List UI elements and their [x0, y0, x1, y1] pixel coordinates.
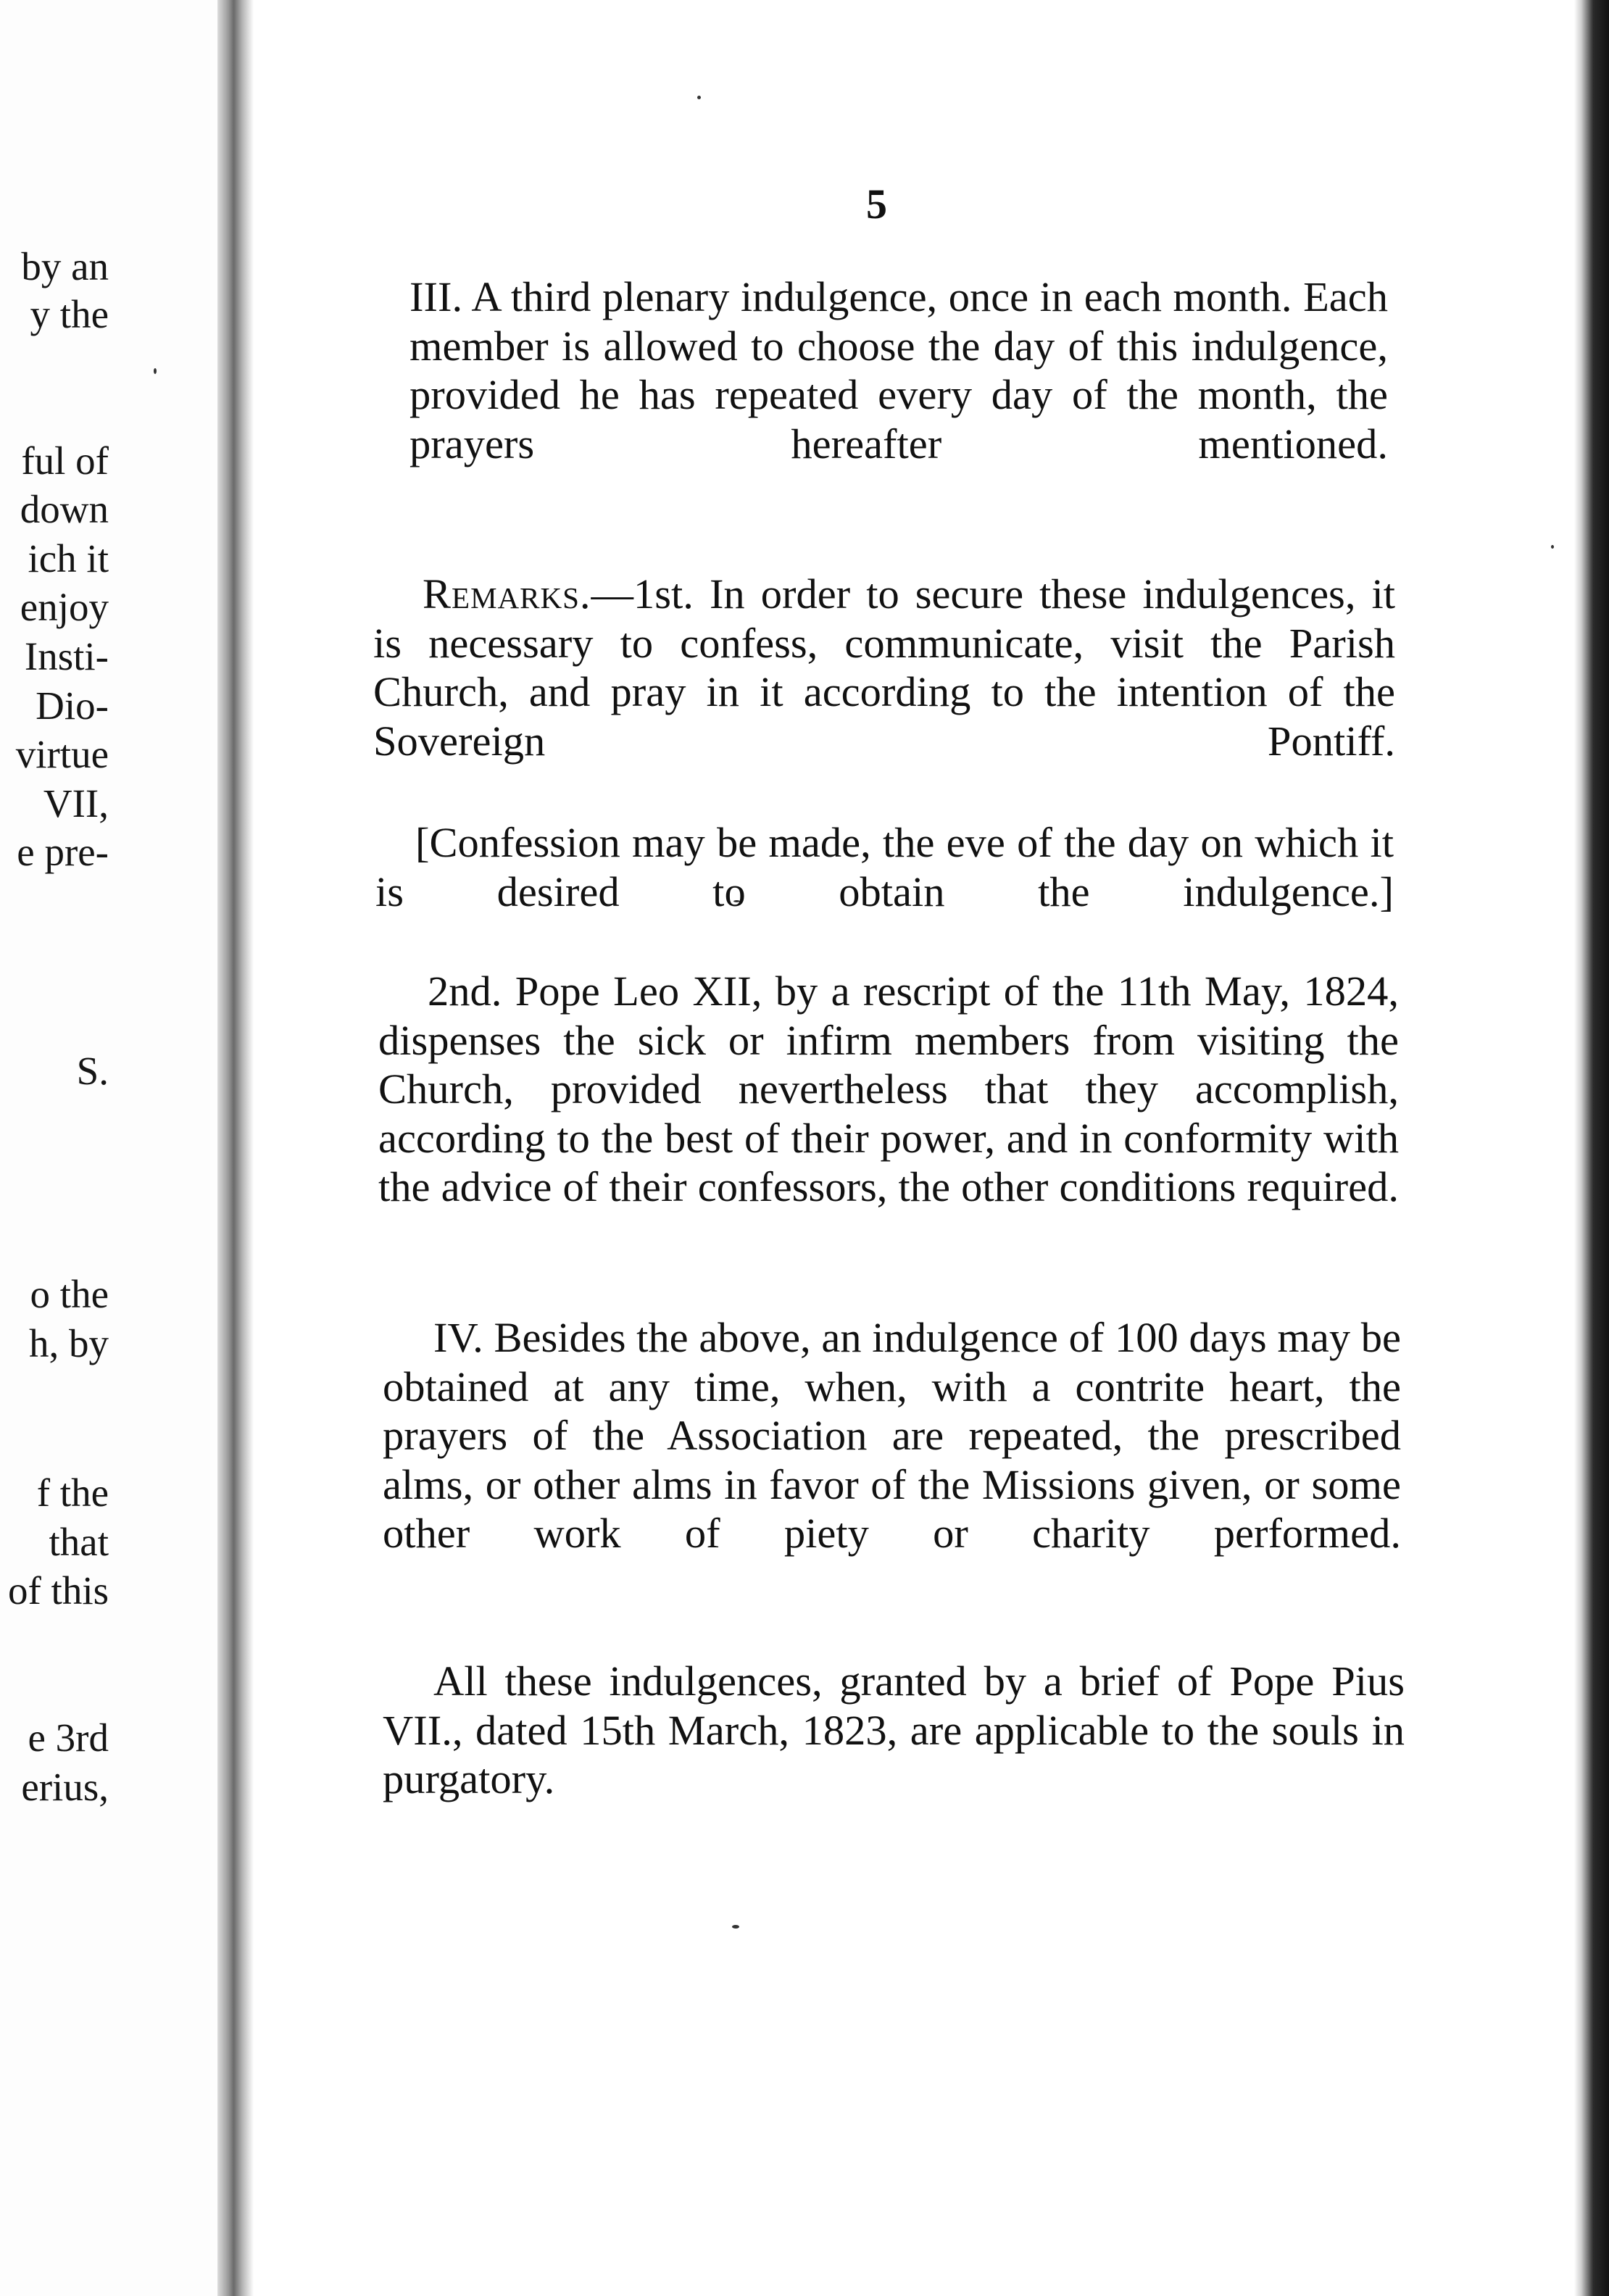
remarks-heading: Remarks. [423, 570, 591, 617]
left-page-fragment: Insti- [24, 634, 109, 678]
left-page-fragment: virtue [15, 732, 109, 776]
left-facing-page [0, 0, 230, 2296]
left-page-fragment: ich it [28, 536, 109, 581]
left-page-fragment: h, by [29, 1321, 109, 1365]
speck [1551, 545, 1554, 549]
left-page-fragment: that [49, 1520, 109, 1564]
left-page-fragment: of this [7, 1568, 109, 1613]
page-edge-shadow [1574, 0, 1609, 2296]
left-page-fragment: e 3rd [28, 1715, 109, 1760]
left-page-fragment: by an [21, 244, 109, 288]
speck [697, 96, 701, 99]
speck [154, 368, 157, 374]
paragraph-remarks [373, 570, 1395, 765]
paragraph-2nd: 2nd. Pope Leo XII, by a rescript of the 11th May, 1824, dispenses the sick or infirm members from visiting the Church, provided nevertheless that they accomplish, according to the best of their power, and in conformity with the advice of their confessors, the other conditions required. [378, 968, 1399, 1210]
left-page-fragment: y the [30, 292, 109, 336]
left-page-fragment: S. [76, 1049, 109, 1093]
left-page-fragment: erius, [21, 1765, 109, 1809]
left-page-fragment: f the [36, 1471, 109, 1515]
left-page-fragment: o the [30, 1272, 109, 1316]
left-page-fragment: enjoy [20, 585, 109, 629]
left-page-fragment: VII, [43, 781, 109, 825]
paragraph-iv: IV. Besides the above, an indulgence of 100 days may be obtained at any time, when, with a contrite heart, the prayers of the Association are repeated, the prescribed alms, or other alms in favor of the Missions given, or some other work of piety or charity performed. [383, 1314, 1401, 1557]
book-gutter-shadow [217, 0, 254, 2296]
left-page-fragment: ful of [21, 438, 109, 483]
paragraph-iii: III. A third plenary indulgence, once in each month. Each member is allowed to choose the day of this indulgence, provided he has repeated every day of the month, the prayers hereafter mentioned. [409, 273, 1388, 467]
left-page-fragment: Dio- [36, 683, 109, 728]
remarks-body: —1st. In order to secure these indulgences, it is necessary to confess, communicate, visit the Parish Church, and pray in it according to the intention of the Sovereign Pontiff. [373, 570, 1395, 765]
left-page-fragment: e pre- [17, 830, 109, 874]
speck [732, 1925, 739, 1929]
paragraph-all-these: All these indulgences, granted by a brief of Pope Pius VII., dated 15th March, 1823, are applicable to the souls in purgatory. [383, 1657, 1405, 1802]
confession-note: [Confession may be made, the eve of the day on which it is desired to obtain the indulgence.] [375, 819, 1394, 915]
page-number: 5 [866, 180, 887, 228]
left-page-fragment: down [20, 487, 109, 531]
